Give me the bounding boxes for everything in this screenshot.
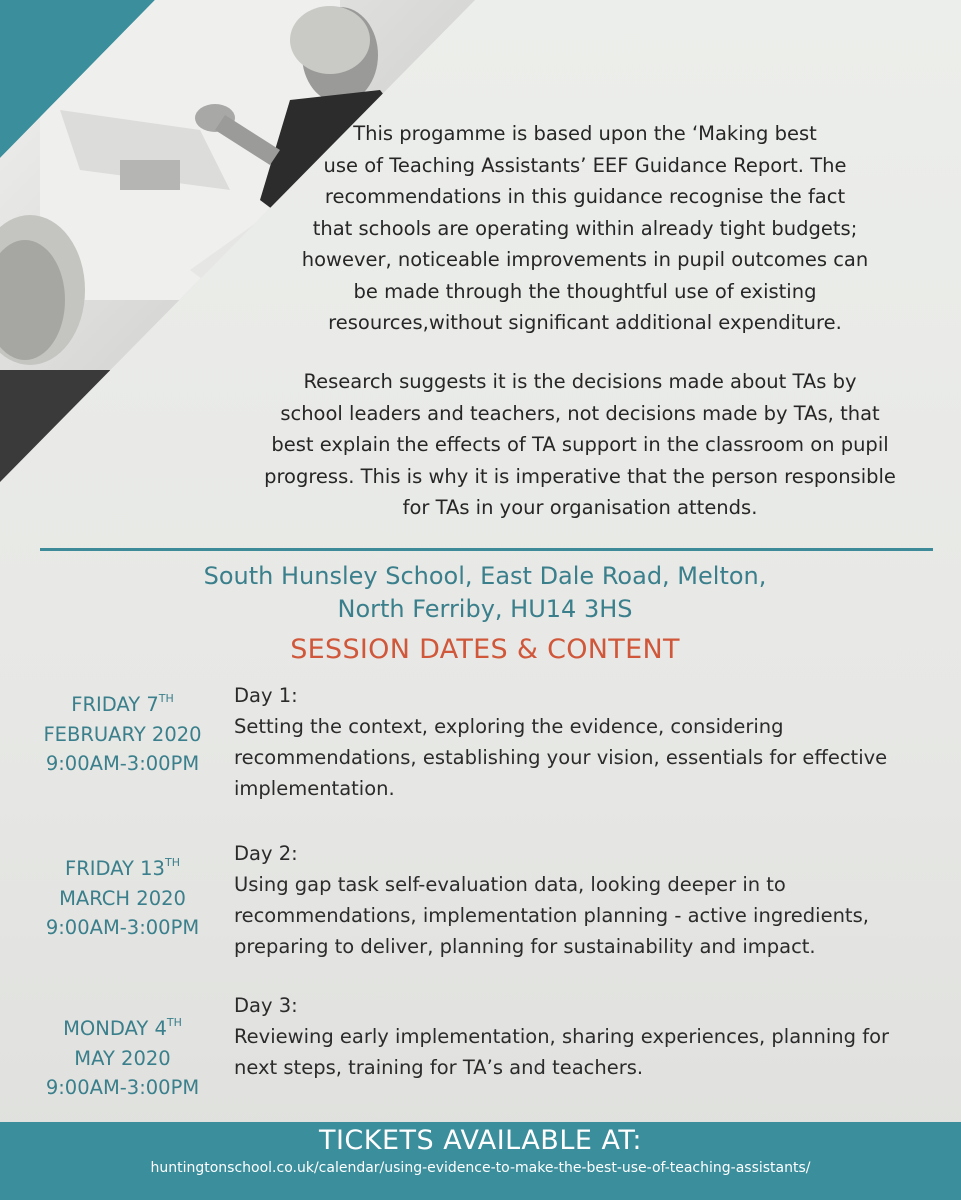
- intro-paragraph: [220, 118, 950, 339]
- session-1-ordinal: TH: [158, 692, 174, 705]
- research-line: Research suggests it is the decisions made about TAs by: [303, 370, 857, 393]
- session-3-date: [20, 1008, 225, 1103]
- intro-line: resources,without significant additional expenditure.: [328, 311, 842, 334]
- research-line: school leaders and teachers, not decisions made by TAs, that: [280, 401, 880, 425]
- session-2-line: Using gap task self-evaluation data, looking deeper in to: [234, 873, 786, 896]
- research-line: best explain the effects of TA support in the classroom on pupil: [271, 433, 889, 456]
- venue-line-2: North Ferriby, HU14 3HS: [337, 595, 633, 623]
- intro-line: This progamme is based upon the ‘Making best: [353, 122, 817, 145]
- research-line: progress. This is why it is imperative that the person responsible: [264, 464, 896, 488]
- session-3-month: MAY 2020: [74, 1046, 171, 1070]
- session-2-date: [20, 848, 225, 943]
- session-3-weekday: MONDAY 4: [63, 1017, 167, 1040]
- intro-line: use of Teaching Assistants’ EEF Guidance Report. The: [323, 153, 847, 177]
- session-1-line: Setting the context, exploring the evidence, considering: [234, 715, 784, 738]
- session-3-ordinal: TH: [166, 1016, 182, 1029]
- session-3-time: 9:00AM-3:00PM: [45, 1076, 200, 1099]
- intro-line: that schools are operating within already tight budgets;: [312, 216, 858, 240]
- session-1-weekday: FRIDAY 7: [71, 693, 159, 716]
- section-divider: [40, 548, 933, 551]
- session-2-ordinal: TH: [164, 856, 180, 869]
- research-line: for TAs in your organisation attends.: [402, 496, 758, 519]
- session-3-day-label: Day 3:: [234, 994, 298, 1017]
- session-3-line: Reviewing early implementation, sharing experiences, planning for: [234, 1025, 890, 1048]
- session-3-content: [234, 990, 934, 1083]
- session-3-line: next steps, training for TA’s and teachers.: [234, 1056, 644, 1079]
- session-2-time: 9:00AM-3:00PM: [45, 916, 200, 939]
- session-2-content: [234, 838, 934, 962]
- session-1-line: implementation.: [234, 777, 395, 800]
- venue-line-1: South Hunsley School, East Dale Road, Melton,: [203, 562, 767, 590]
- session-1-month: FEBRUARY 2020: [43, 722, 202, 746]
- session-1-date: [20, 684, 225, 779]
- session-1-content: [234, 680, 934, 804]
- intro-line: however, noticeable improvements in pupil outcomes can: [301, 248, 869, 271]
- session-1-time: 9:00AM-3:00PM: [45, 752, 200, 775]
- session-2-line: recommendations, implementation planning - active ingredients,: [234, 904, 869, 927]
- session-dates-heading: SESSION DATES & CONTENT: [290, 634, 680, 665]
- intro-line: recommendations in this guidance recognise the fact: [324, 185, 846, 208]
- session-1-day-label: Day 1:: [234, 684, 298, 707]
- tickets-url[interactable]: huntingtonschool.co.uk/calendar/using-evidence-to-make-the-best-use-of-teaching-assistants/: [150, 1160, 811, 1176]
- session-2-month: MARCH 2020: [59, 886, 186, 910]
- session-2-line: preparing to deliver, planning for sustainability and impact.: [234, 935, 816, 958]
- session-2-weekday: FRIDAY 13: [65, 857, 165, 880]
- session-2-day-label: Day 2:: [234, 842, 298, 865]
- session-1-line: recommendations, establishing your vision, essentials for effective: [234, 746, 888, 769]
- tickets-heading: TICKETS AVAILABLE AT:: [318, 1125, 643, 1156]
- intro-line: be made through the thoughtful use of existing: [353, 279, 817, 303]
- research-paragraph: [200, 366, 960, 524]
- venue-address: [60, 560, 910, 626]
